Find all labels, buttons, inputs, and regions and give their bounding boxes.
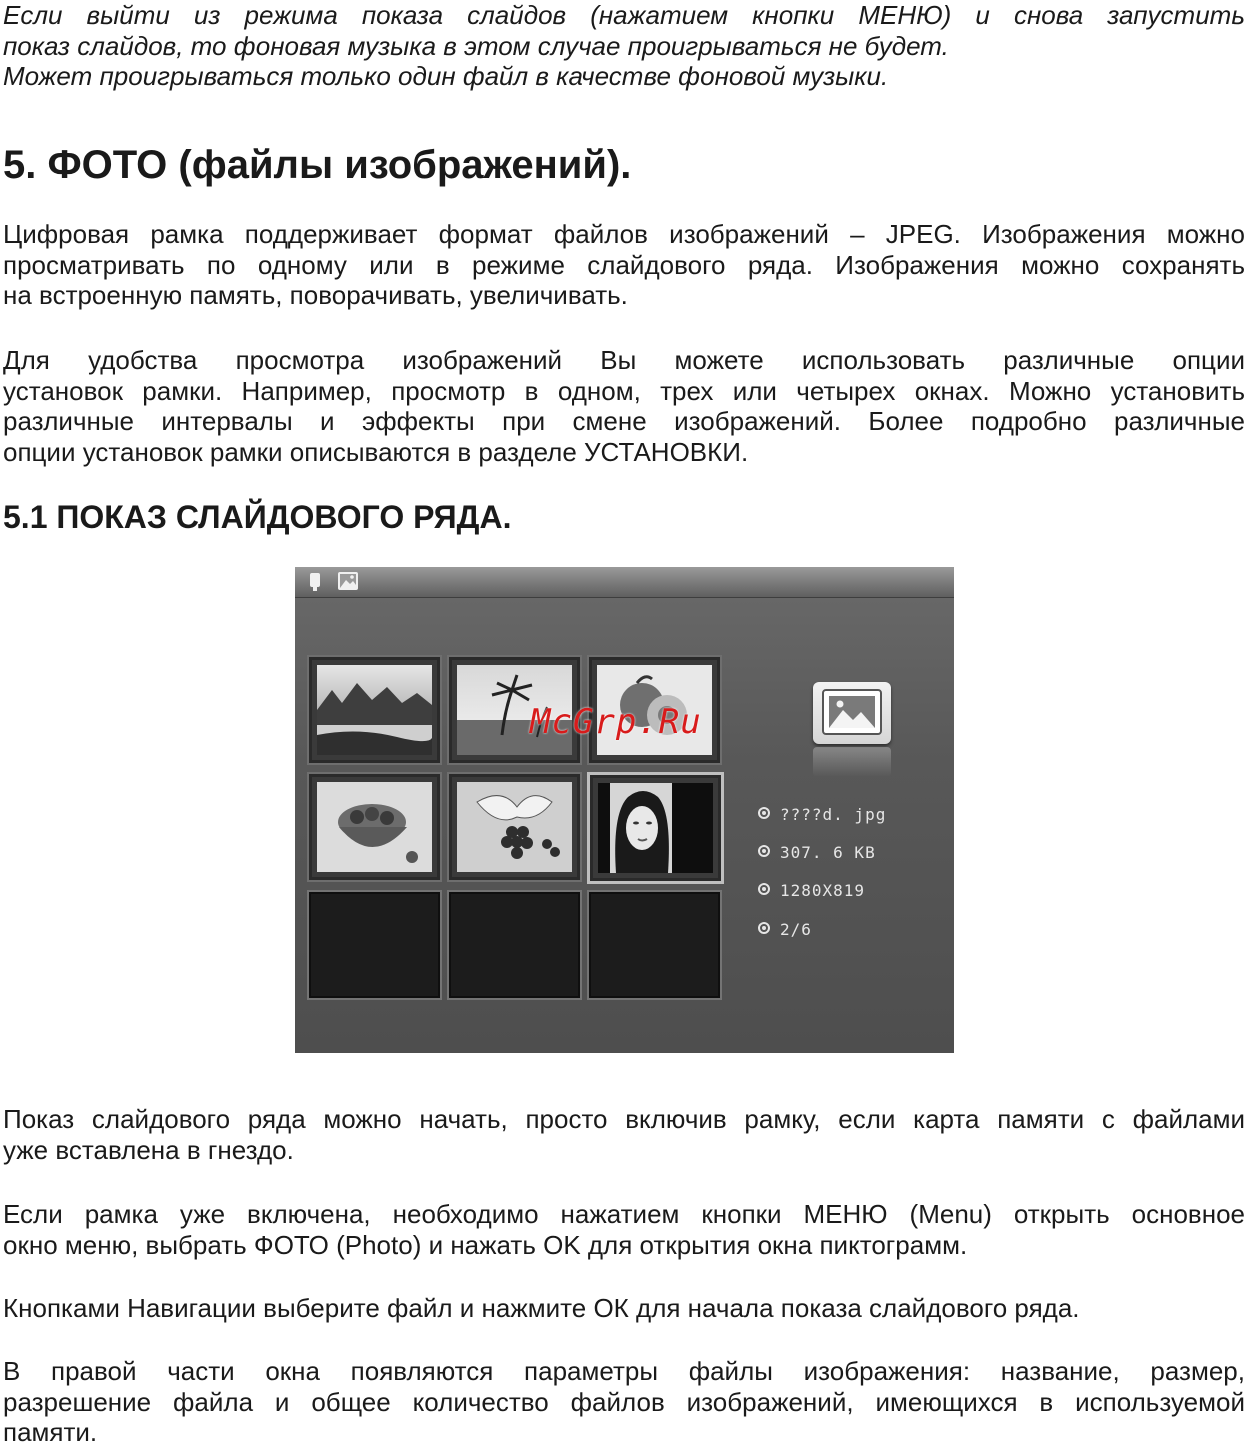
thumbnail-portrait-selected[interactable] bbox=[587, 772, 724, 884]
info-size bbox=[758, 843, 876, 862]
after-paragraph-3 bbox=[3, 1293, 1245, 1324]
thumbnail-empty-slot[interactable] bbox=[587, 890, 722, 1000]
section-5-title: 5. ФОТО (файлы изображений). bbox=[3, 143, 632, 187]
watermark-text: McGrp.Ru bbox=[530, 702, 702, 742]
info-count bbox=[758, 920, 812, 939]
text-line: Для удобства просмотра изображений Вы можете использовать различные опции bbox=[3, 345, 1245, 375]
memory-card-icon bbox=[307, 571, 323, 598]
text-line: уже вставлена в гнездо. bbox=[3, 1134, 294, 1165]
screen-top-bar bbox=[295, 567, 954, 598]
text-line: различные интервалы и эффекты при смене изображений. Более подробно различные bbox=[3, 406, 1245, 436]
large-photo-icon-reflection bbox=[813, 747, 891, 777]
section-5-paragraph-1 bbox=[3, 219, 1245, 311]
thumbnail-empty-slot[interactable] bbox=[447, 890, 582, 1000]
section-5-1-title: 5.1 ПОКАЗ СЛАЙДОВОГО РЯДА. bbox=[3, 499, 512, 535]
info-filename-value: ????d. jpg bbox=[780, 805, 887, 824]
bullet-icon bbox=[758, 883, 770, 895]
info-size-value: 307. 6 KB bbox=[780, 843, 876, 862]
text-line: Цифровая рамка поддерживает формат файлов изображений – JPEG. Изображения можно bbox=[3, 219, 1245, 249]
text-line: В правой части окна появляются параметры файлы изображения: название, размер, bbox=[3, 1356, 1245, 1386]
after-paragraph-4 bbox=[3, 1356, 1245, 1448]
thumbnail-strawberry-bowl[interactable] bbox=[307, 772, 442, 882]
info-resolution-value: 1280X819 bbox=[780, 881, 866, 900]
text-line: разрешение файла и общее количество файлов изображений, имеющихся в используемой bbox=[3, 1386, 1245, 1417]
info-count-value: 2/6 bbox=[780, 920, 812, 939]
section-5-paragraph-2 bbox=[3, 345, 1245, 467]
bullet-icon bbox=[758, 807, 770, 819]
thumbnail-landscape[interactable] bbox=[307, 655, 442, 765]
intro-paragraph bbox=[3, 0, 1245, 92]
text-line: окно меню, выбрать ФОТО (Photo) и нажать OK для открытия окна пиктограмм. bbox=[3, 1229, 968, 1260]
large-photo-icon bbox=[813, 682, 891, 744]
text-line: Может проигрываться только один файл в качестве фоновой музыки. bbox=[3, 61, 889, 91]
thumbnail-empty-slot[interactable] bbox=[307, 890, 442, 1000]
photo-mode-icon bbox=[337, 571, 359, 596]
text-line: просматривать по одному или в режиме слайдового ряда. Изображения можно сохранять bbox=[3, 249, 1245, 280]
text-line: Показ слайдового ряда можно начать, просто включив рамку, если карта памяти с файлами bbox=[3, 1104, 1245, 1134]
text-line: опции установок рамки описываются в разделе УСТАНОВКИ. bbox=[3, 436, 749, 467]
text-line: установок рамки. Например, просмотр в одном, трех или четырех окнах. Можно установить bbox=[3, 375, 1245, 406]
text-line: Если рамка уже включена, необходимо нажатием кнопки МЕНЮ (Menu) открыть основное bbox=[3, 1199, 1245, 1229]
bullet-icon bbox=[758, 922, 770, 934]
after-paragraph-2 bbox=[3, 1199, 1245, 1260]
thumbnail-grapes[interactable] bbox=[447, 772, 582, 882]
text-line: Если выйти из режима показа слайдов (нажатием кнопки МЕНЮ) и снова запустить bbox=[3, 0, 1245, 30]
text-line: памяти. bbox=[3, 1417, 98, 1447]
text-line: Кнопками Навигации выберите файл и нажмите ОК для начала показа слайдового ряда. bbox=[3, 1293, 1080, 1323]
text-line: показ слайдов, то фоновая музыка в этом случае проигрываться не будет. bbox=[3, 30, 949, 61]
info-filename bbox=[758, 805, 886, 824]
text-line: на встроенную память, поворачивать, увеличивать. bbox=[3, 280, 628, 310]
after-paragraph-1 bbox=[3, 1104, 1245, 1165]
photo-frame-screenshot bbox=[295, 567, 954, 1053]
info-resolution bbox=[758, 881, 865, 900]
bullet-icon bbox=[758, 845, 770, 857]
